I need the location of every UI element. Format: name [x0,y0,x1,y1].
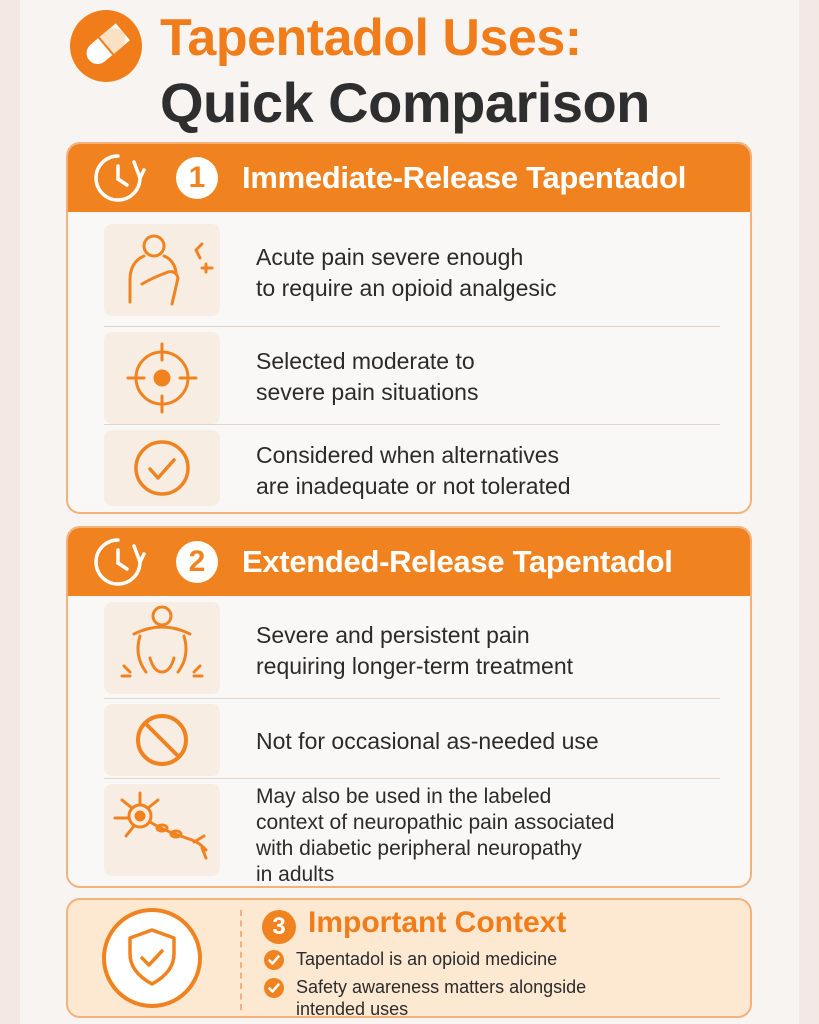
target-icon [104,332,220,424]
check-bullet-icon [264,978,284,998]
clock-icon [90,150,146,206]
section-title: Extended-Release Tapentadol [242,544,673,579]
item-text: Selected moderate to severe pain situations [256,348,479,405]
back-pain-icon [104,602,220,694]
list-item [68,430,750,510]
bullet-text: Safety awareness matters alongside intended uses [296,977,587,1019]
divider [104,778,720,779]
divider [104,424,720,425]
list-item [68,224,750,320]
neuron-icon [104,784,220,876]
clock-icon [90,534,146,590]
item-text: Acute pain severe enough to require an opioid analgesic [256,244,557,301]
section-number-badge: 3 [262,910,296,944]
person-pain-icon [104,224,220,316]
check-bullet-icon [264,950,284,970]
section-extended-release [66,526,752,888]
item-text: Severe and persistent pain requiring longer-term treatment [256,622,574,679]
section-header [68,528,750,596]
item-text: Considered when alternatives are inadequate or not tolerated [256,442,571,499]
prohibited-icon [104,704,220,776]
shield-check-icon [102,908,202,1008]
infographic-page [20,0,799,1024]
divider [104,698,720,699]
item-text: Not for occasional as-needed use [256,728,599,754]
section-header [68,144,750,212]
item-text: May also be used in the labeled context of neuropathic pain associated with diabetic peripheral neuropathy in adults [256,785,615,886]
pill-capsule-icon [70,10,142,82]
divider [240,910,242,1010]
section-immediate-release [66,142,752,514]
list-item [68,784,750,884]
page-title-line1: Tapentadol Uses: [160,9,582,67]
list-item [68,704,750,778]
section-title: Immediate-Release Tapentadol [242,160,687,195]
header [20,0,799,140]
section-number-badge: 2 [176,541,218,583]
list-item [68,332,750,424]
divider [104,326,720,327]
section-important-context [66,898,752,1018]
section-number-badge: 1 [176,157,218,199]
list-item [68,602,750,694]
bullet-text: Tapentadol is an opioid medicine [296,949,558,969]
page-title-line2: Quick Comparison [160,71,650,134]
checkmark-circle-icon [104,430,220,506]
section-title: Important Context [308,906,567,939]
